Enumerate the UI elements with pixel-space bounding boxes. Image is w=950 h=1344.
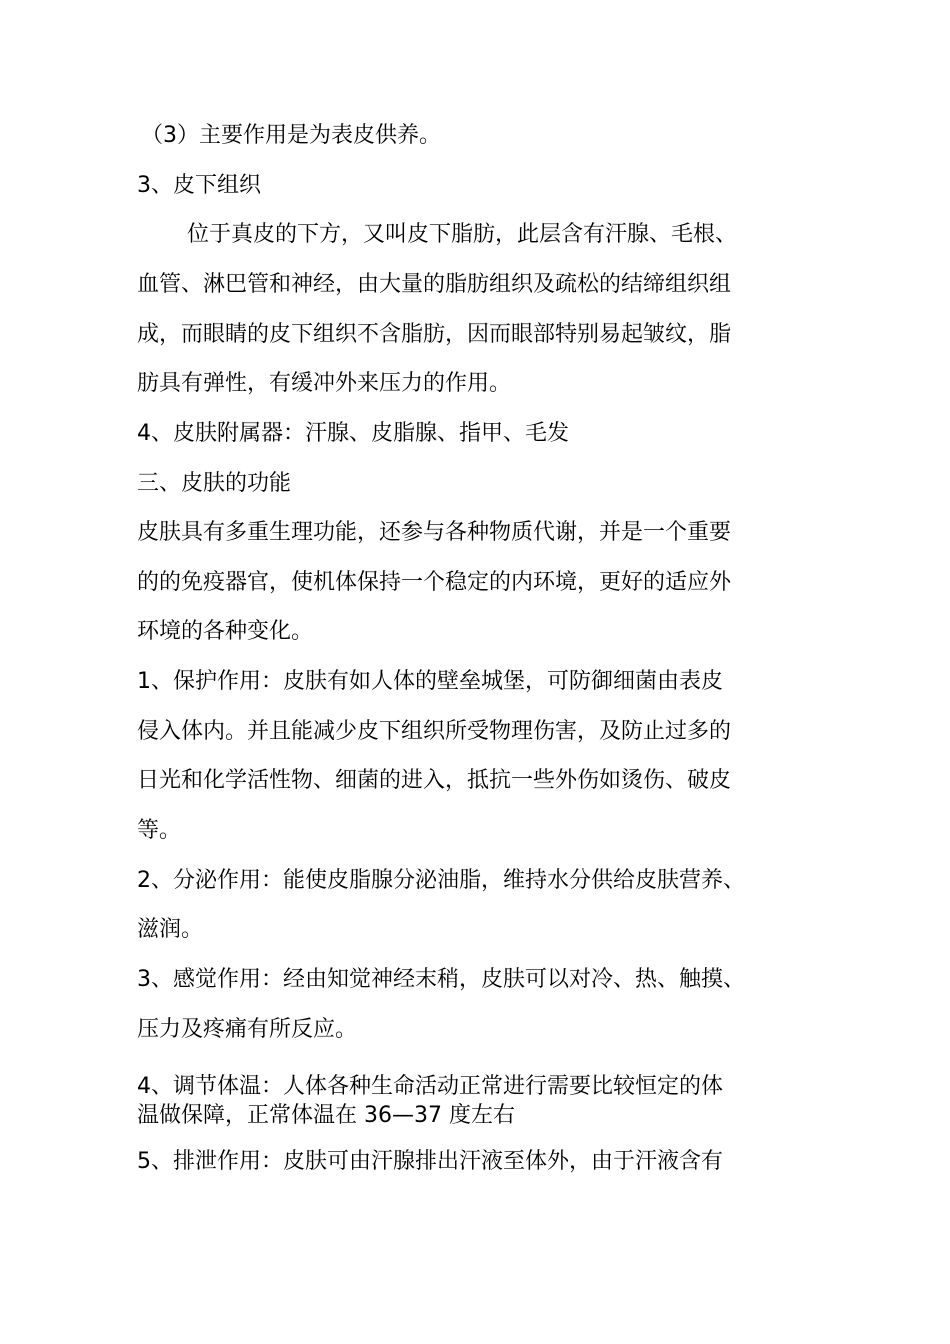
paragraph-line: 压力及疼痛有所反应。 (137, 1017, 358, 1042)
paragraph-line: 侵入体内。并且能减少皮下组织所受物理伤害，及防止过多的 (137, 719, 732, 744)
paragraph-line: 肪具有弹性，有缓冲外来压力的作用。 (137, 371, 512, 396)
paragraph-line: 3、感觉作用：经由知觉神经末稍，皮肤可以对冷、热、触摸、 (137, 967, 745, 992)
paragraph-line: （3）主要作用是为表皮供养。 (141, 123, 441, 148)
paragraph-line: 4、调节体温：人体各种生命活动正常进行需要比较恒定的体 (137, 1074, 723, 1099)
section-heading: 3、皮下组织 (137, 173, 261, 198)
paragraph-line: 1、保护作用：皮肤有如人体的壁垒城堡，可防御细菌由表皮 (137, 669, 723, 694)
paragraph-line: 等。 (137, 818, 182, 843)
paragraph-line: 日光和化学活性物、细菌的进入，抵抗一些外伤如烫伤、破皮 (137, 768, 732, 793)
paragraph-line: 2、分泌作用：能使皮脂腺分泌油脂，维持水分供给皮肤营养、 (137, 868, 745, 893)
paragraph-line: 血管、淋巴管和神经，由大量的脂肪组织及疏松的结缔组织组 (137, 272, 732, 297)
paragraph-line: 位于真皮的下方，又叫皮下脂肪，此层含有汗腺、毛根、 (187, 222, 738, 247)
section-heading: 三、皮肤的功能 (137, 471, 292, 496)
paragraph-line: 5、排泄作用：皮肤可由汗腺排出汗液至体外，由于汗液含有 (137, 1149, 723, 1174)
paragraph-line: 滋润。 (137, 917, 204, 942)
paragraph-line: 环境的各种变化。 (137, 619, 314, 644)
paragraph-line: 皮肤具有多重生理功能，还参与各种物质代谢，并是一个重要 (137, 520, 732, 545)
paragraph-line: 的的免疫器官，使机体保持一个稳定的内环境，更好的适应外 (137, 570, 732, 595)
paragraph-line: 成，而眼睛的皮下组织不含脂肪，因而眼部特别易起皱纹，脂 (137, 322, 732, 347)
paragraph-line: 温做保障，正常体温在 36—37 度左右 (137, 1103, 515, 1128)
section-heading: 4、皮肤附属器：汗腺、皮脂腺、指甲、毛发 (137, 421, 569, 446)
